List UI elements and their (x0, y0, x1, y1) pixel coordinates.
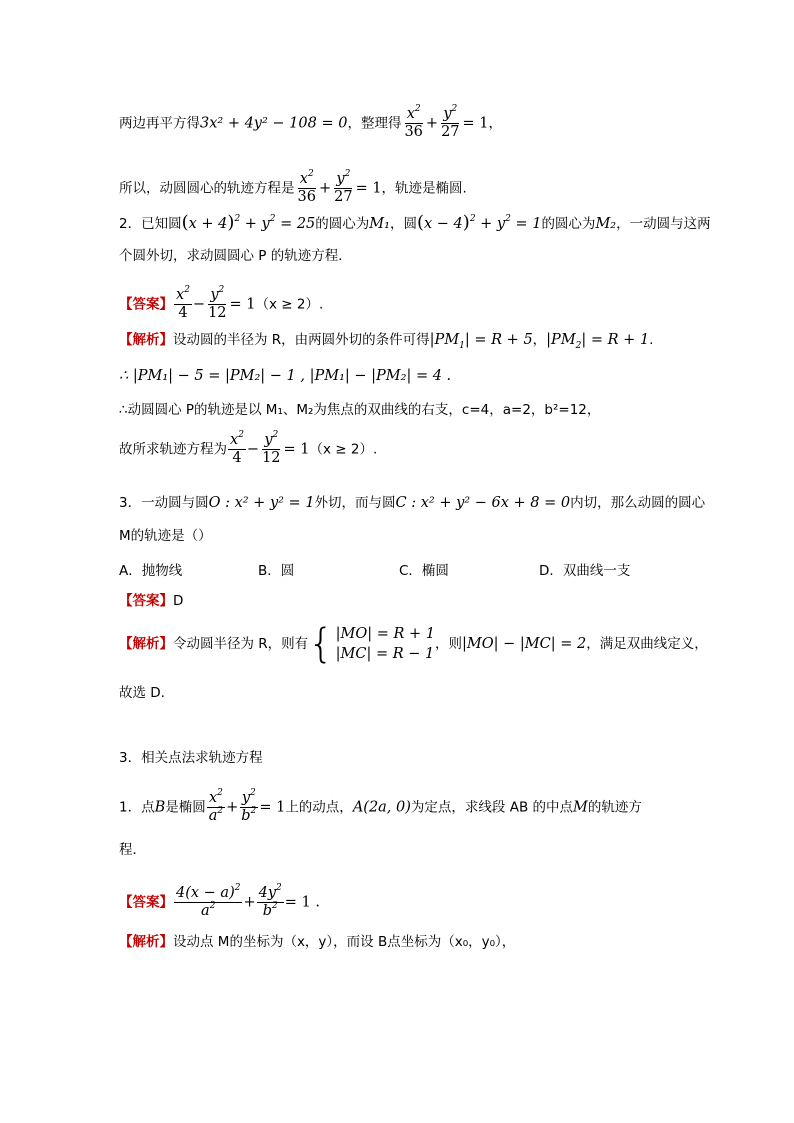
equation-circle-1: $(x + 4)^2 + y^2 = 25$ (181, 212, 316, 233)
analysis-2-line-2: ∴ |PM₁| − 5 = |PM₂| − 1 , |PM₁| − |PM₂| = 4 . (119, 368, 452, 384)
fraction-4y2-b2: $\frac{4y^2}{b^2}$ (258, 883, 282, 919)
answer-tag: 【答案】 (119, 894, 173, 911)
equation: 3x² + 4y² − 108 = 0 (200, 115, 348, 132)
question-2-line-1: 2．已知圆$(x + 4)^2 + y^2 = 25$的圆心为M₁，圆$(x - 4)^2 + y^2 = 1$的圆心为M₂，一动圆与这两 (119, 212, 711, 233)
fraction-x2-4: $\frac{x^2}{4}$ (176, 285, 190, 321)
question-4-line-2: 程． (119, 842, 146, 858)
option-c: C．椭圆 (399, 563, 449, 579)
analysis-4: 【解析】设动点 M的坐标为（x，y），而设 B点坐标为（x₀，y₀）， (119, 934, 516, 950)
option-b: B．圆 (258, 563, 295, 579)
question-2-line-2: 个圆外切，求动圆圆心 P 的轨迹方程． (119, 248, 352, 264)
analysis-tag: 【解析】 (119, 332, 173, 348)
analysis-tag: 【解析】 (119, 636, 173, 652)
fraction-y2-27: $\frac{y^2}{27}$ (441, 104, 460, 140)
text: 两边再平方得 (119, 115, 200, 132)
analysis-2-line-4: 故所求轨迹方程为 $\frac{x^2}{4}$ − $\frac{y^2}{12}$ = 1（x ≥ 2）. (119, 430, 378, 466)
text: 所以，动圆圆心的轨迹方程是 (119, 180, 295, 197)
question-4-line-1: 1．点B是椭圆 $\frac{x^2}{a^2}$ + $\frac{y^2}{b^2}$ = 1上的动点，A(2a, 0)为定点，求线段 AB 的中点M的轨迹方 (119, 788, 642, 824)
fraction-4x-a-squared: $\frac{4(x - a)^2}{a^2}$ (176, 883, 241, 919)
analysis-3-line-2: 故选 D. (119, 685, 165, 701)
answer-tag: 【答案】 (119, 593, 173, 609)
question-3-line-2: M的轨迹是（） (119, 528, 212, 544)
line-trajectory-ellipse: 所以，动圆圆心的轨迹方程是 $\frac{x^2}{36}$ + $\frac{y^2}{27}$ = 1，轨迹是椭圆. (119, 169, 467, 205)
fraction-x2-a2: $\frac{x^2}{a^2}$ (208, 788, 224, 824)
answer-2: 【答案】 $\frac{x^2}{4}$ − $\frac{y^2}{12}$ = 1（x ≥ 2）. (119, 285, 324, 321)
option-a: A．抛物线 (119, 563, 183, 579)
fraction-y2-b2: $\frac{y^2}{b^2}$ (241, 788, 257, 824)
analysis-2-line-1: 【解析】设动圆的半径为 R，由两圆外切的条件可得$|PM_1| = R + 5$，$|PM_2| = R + 1$. (119, 332, 654, 351)
fraction-x2-36: $\frac{x^2}{36}$ (404, 104, 423, 140)
answer-4: 【答案】 $\frac{4(x - a)^2}{a^2}$ + $\frac{4y^2}{b^2}$ = 1 . (119, 883, 320, 919)
fraction-y2-27: $\frac{y^2}{27}$ (334, 169, 353, 205)
equation-circle-c: C : x² + y² − 6x + 8 = 0 (395, 495, 571, 511)
fraction-x2-4: $\frac{x^2}{4}$ (230, 430, 244, 466)
fraction-y2-12: $\frac{y^2}{12}$ (262, 430, 281, 466)
line-square-both-sides: 两边再平方得3x² + 4y² − 108 = 0，整理得 $\frac{x^2}{36}$ + $\frac{y^2}{27}$ = 1， (119, 104, 502, 140)
analysis-2-line-3: ∴动圆圆心 P的轨迹是以 M₁、M₂为焦点的双曲线的右支，c=4，a=2，b²=12， (119, 402, 601, 418)
analysis-tag: 【解析】 (119, 934, 173, 950)
text: ，轨迹是椭圆. (381, 180, 467, 197)
question-3-line-1: 3．一动圆与圆O : x² + y² = 1外切，而与圆C : x² + y² − 6x + 8 = 0内切，那么动圆的圆心 (119, 495, 706, 511)
equation-system: { |MO| = R + 1 |MC| = R − 1 (308, 621, 436, 667)
analysis-3-line-1: 【解析】令动圆半径为 R，则有 { |MO| = R + 1 |MC| = R − 1 ，则|MO| − |MC| = 2，满足双曲线定义， (119, 621, 708, 667)
text: ， (488, 115, 502, 132)
fraction-y2-12: $\frac{y^2}{12}$ (208, 285, 227, 321)
section-heading: 3．相关点法求轨迹方程 (119, 750, 263, 766)
equation-circle-2: $(x - 4)^2 + y^2 = 1$ (416, 212, 542, 233)
answer-3: 【答案】D (119, 593, 184, 609)
text: ，整理得 (347, 115, 402, 132)
option-d: D．双曲线一支 (539, 563, 631, 579)
equation-circle-o: O : x² + y² = 1 (208, 495, 315, 511)
fraction-x2-36: $\frac{x^2}{36}$ (297, 169, 316, 205)
answer-tag: 【答案】 (119, 296, 173, 313)
